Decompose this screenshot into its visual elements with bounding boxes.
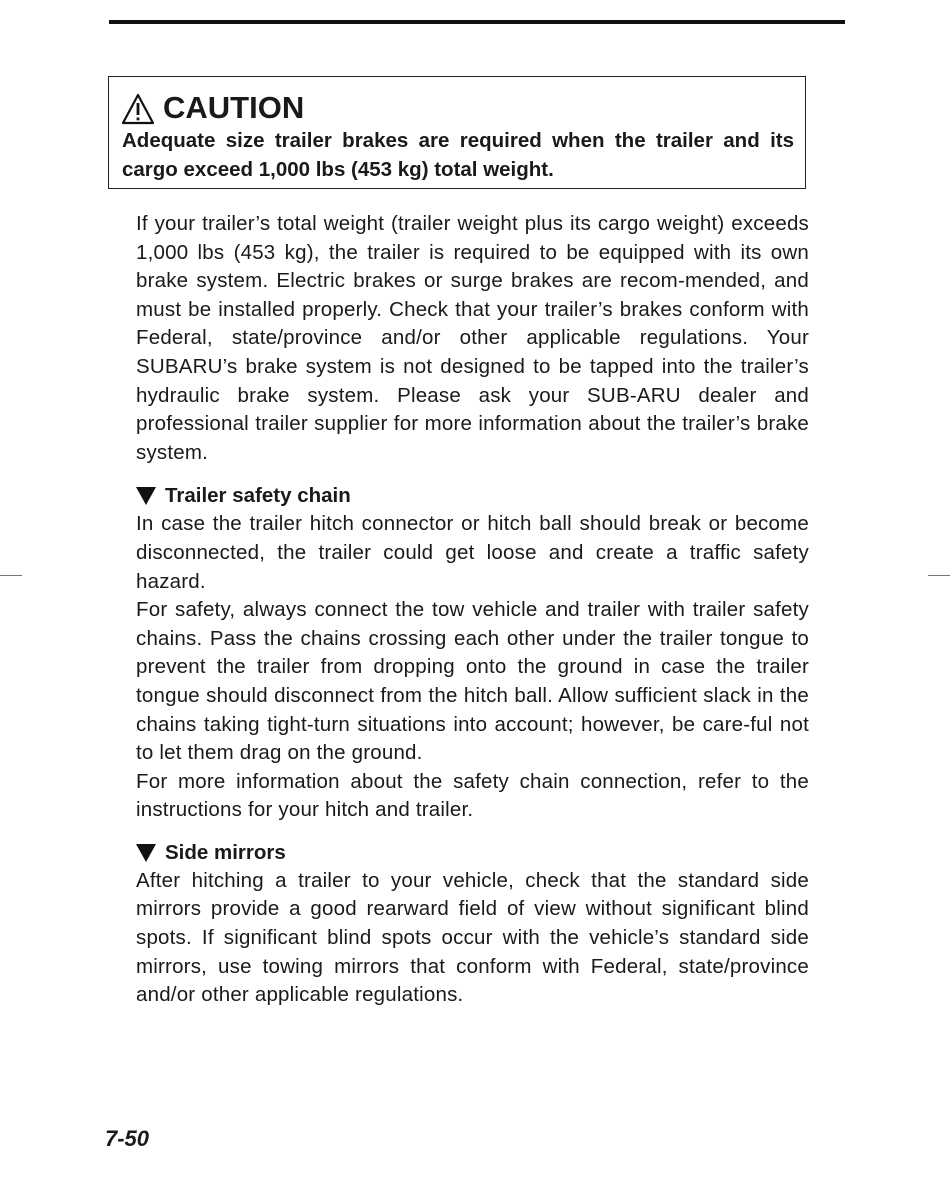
crop-mark-left bbox=[0, 575, 22, 576]
paragraph: For more information about the safety chain connection, refer to the instructions for your hitch and trailer. bbox=[136, 769, 809, 822]
down-triangle-icon bbox=[136, 844, 156, 862]
paragraph: After hitching a trailer to your vehicle, check that the standard side mirrors provide a good rearward field of view without significant blind spots. If significant blind spots occur with the vehicle’s standard side mirrors, use towing mirrors that conform with Federal, state/province and/or other applicable regulations. bbox=[136, 868, 809, 1007]
section-heading-label: Trailer safety chain bbox=[165, 484, 351, 508]
page-number: 7-50 bbox=[105, 1126, 150, 1151]
down-triangle-icon bbox=[136, 487, 156, 505]
top-rule bbox=[109, 20, 845, 24]
warning-triangle-icon bbox=[121, 93, 155, 125]
section-heading-side-mirrors bbox=[136, 839, 809, 867]
crop-mark-right bbox=[928, 575, 950, 576]
section-heading-label: Side mirrors bbox=[165, 840, 286, 864]
intro-paragraph: If your trailer’s total weight (trailer weight plus its cargo weight) exceeds 1,000 lbs (453 kg), the trailer is required to be equipped with its own brake system. Electric brakes or surge brakes are recom-mended, and must be installed properly. Check that your trailer’s brakes conform with Federal, state/province and/or other applicable regulations. Your SUBARU’s brake system is not designed to be tapped into the trailer’s hydraulic brake system. Please ask your SUB-ARU dealer and professional trailer supplier for more information about the trailer’s brake system. bbox=[136, 212, 809, 464]
section-heading-trailer-safety-chain bbox=[136, 482, 809, 510]
paragraph: For safety, always connect the tow vehicle and trailer with trailer safety chains. Pass the chains crossing each other under the trailer tongue to prevent the trailer from dropping onto the ground in case the trailer tongue should disconnect from the hitch ball. Allow sufficient slack in the chains taking tight-turn situations into account; however, be care-ful not to let them drag on the ground. bbox=[136, 598, 809, 765]
caution-text: Adequate size trailer brakes are required when the trailer and its cargo exceed 1,000 lbs (453 kg) total weight. bbox=[122, 129, 794, 181]
caution-title bbox=[121, 91, 304, 125]
body-text bbox=[136, 210, 809, 1010]
paragraph: In case the trailer hitch connector or hitch ball should break or become disconnected, the trailer could get loose and create a traffic safety hazard. bbox=[136, 512, 809, 593]
caution-label: CAUTION bbox=[163, 90, 305, 125]
caution-box bbox=[108, 76, 806, 189]
